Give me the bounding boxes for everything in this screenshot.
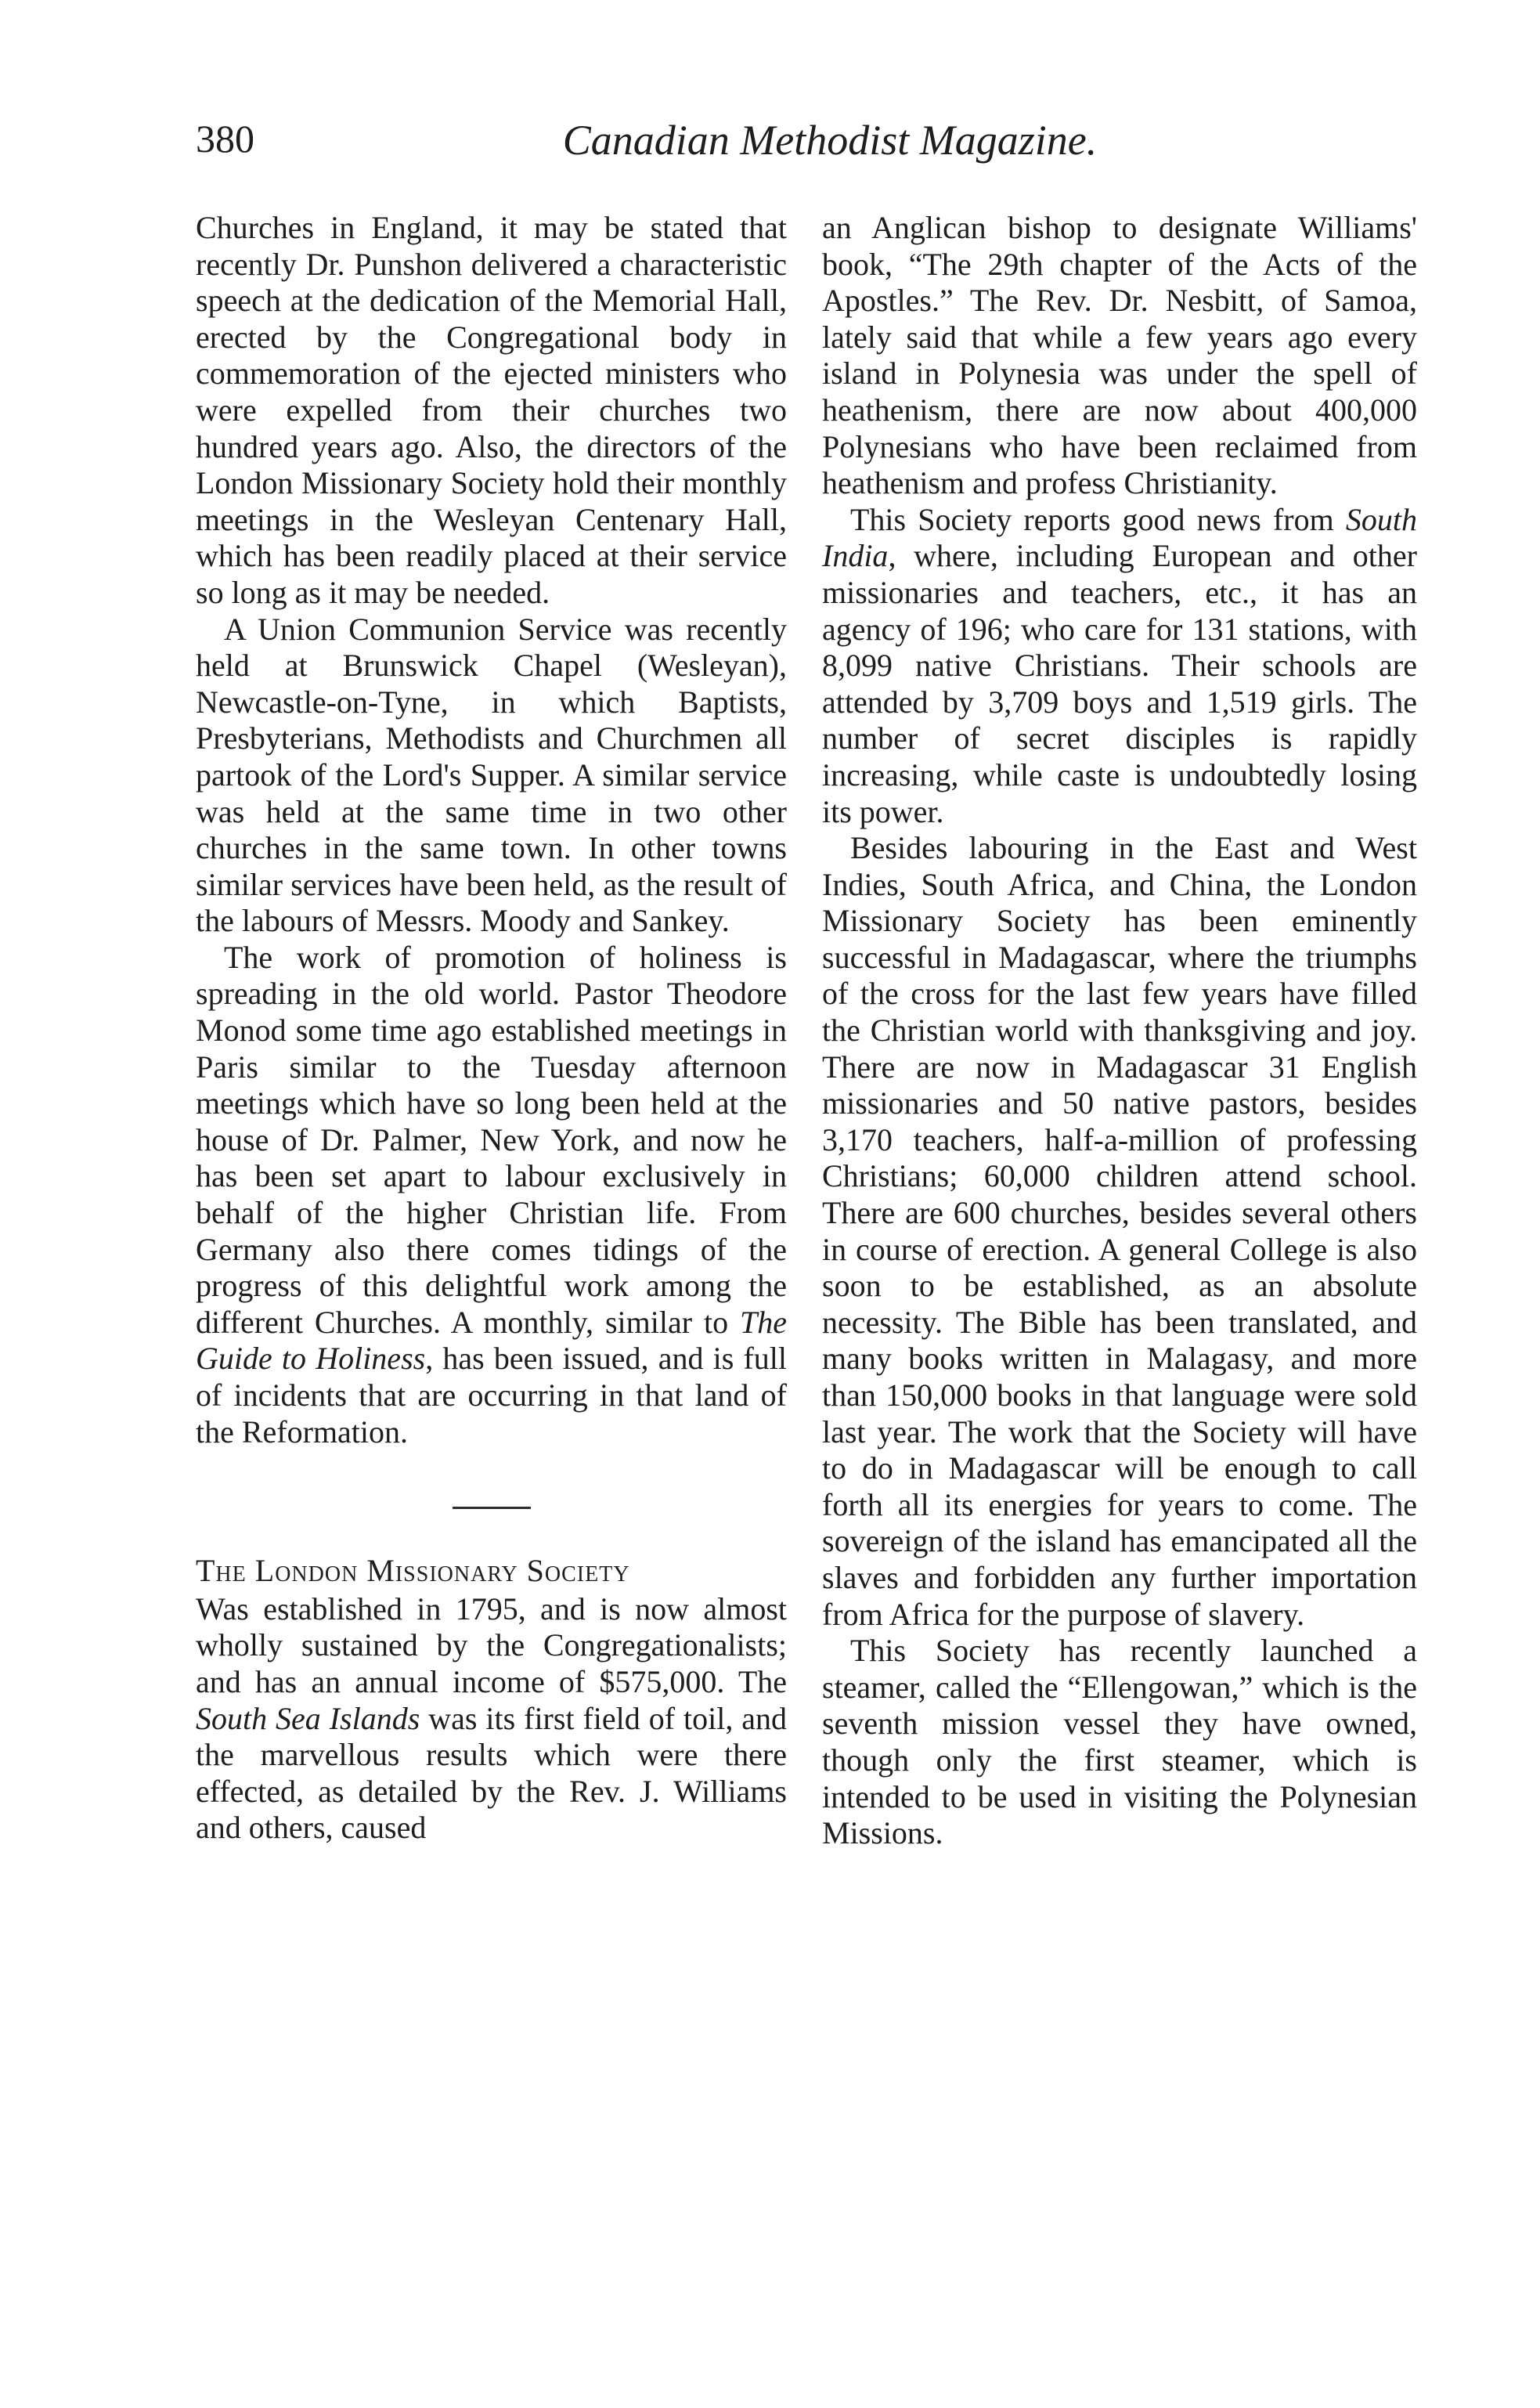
page-number: 380 xyxy=(196,117,254,161)
left-paragraph-3 xyxy=(196,940,787,1450)
left-paragraph-3-text-a: The work of promotion of holiness is spreading in the old world. Pastor Theodore Monod some time ago established meetings in Paris similar to the Tuesday afternoon meetings which have so long been held at the house of Dr. Palmer, New York, and now he has been set apart to labour exclusively in behalf of the higher Christian life. From Germany also there comes tidings of the progress of this delightful work among the different Churches. A monthly, similar to xyxy=(196,939,787,1340)
section-heading: The London Missionary Society xyxy=(196,1553,630,1589)
left-paragraph-3-text-b: , has been issued, and is full of incidents that are occurring in that land of the Reformation. xyxy=(196,1341,787,1449)
left-paragraph-4-text-a: Was established in 1795, and is now almost wholly sustained by the Congregationalists; and has an annual income of $575,000. The xyxy=(196,1590,787,1699)
left-paragraph-4 xyxy=(196,1591,787,1847)
section-divider xyxy=(453,1507,531,1509)
south-india-term: South India xyxy=(822,501,1417,574)
right-column xyxy=(822,210,1417,1852)
right-paragraph-2-text-b: , where, including European and other missionaries and teachers, etc., it has an agency of 196; who care for 131 stations, with 8,099 native Christians. Their schools are attended by 3,709 boys and 1,519 girls. The number of secret disciples is rapidly increasing, while caste is undoubtedly losing its power. xyxy=(822,538,1417,829)
guide-to-holiness-title: The Guide to Holiness xyxy=(196,1304,787,1377)
right-paragraph-3: Besides labouring in the East and West Indies, South Africa, and China, the London Missionary Society has been eminently successful in Madagascar, where the triumphs of the cross for the last few years have filled the Christian world with thanksgiving and joy. There are now in Madagascar 31 English missionaries and 50 native pastors, besides 3,170 teachers, half-a-million of professing Christians; 60,000 children attend school. There are 600 churches, besides several others in course of erection. A general College is also soon to be established, as an absolute necessity. The Bible has been translated, and many books written in Malagasy, and more than 150,000 books in that language were sold last year. The work that the Society will have to do in Madagascar will be enough to call forth all its energies for years to come. The sovereign of the island has emancipated all the slaves and forbidden any further importation from Africa for the purpose of slavery. xyxy=(822,830,1417,1632)
right-paragraph-2 xyxy=(822,502,1417,830)
south-sea-islands-term: South Sea Islands xyxy=(196,1700,420,1736)
left-paragraph-1: Churches in England, it may be stated that recently Dr. Punshon delivered a characteristic speech at the dedication of the Memorial Hall, erected by the Congregational body in commemoration of the ejected ministers who were expelled from their churches two hundred years ago. Also, the directors of the London Missionary Society hold their monthly meetings in the Wesleyan Centenary Hall, which has been readily placed at their service so long as it may be needed. xyxy=(196,210,787,610)
left-paragraph-4-text-b: was its first field of toil, and the marvellous results which were there effected, as detailed by the Rev. J. Williams and others, caused xyxy=(196,1700,788,1846)
right-paragraph-2-text-a: This Society reports good news from xyxy=(850,501,1334,537)
right-paragraph-4: This Society has recently launched a steamer, called the “Ellengowan,” which is the seventh mission vessel they have owned, though only the first steamer, which is intended to be used in visiting the Polynesian Missions. xyxy=(822,1633,1417,1851)
running-title: Canadian Methodist Magazine. xyxy=(562,117,1098,164)
left-paragraph-2: A Union Communion Service was recently held at Brunswick Chapel (Wesleyan), Newcastle-on-Tyne, in which Baptists, Presbyterians, Methodists and Churchmen all partook of the Lord's Supper. A similar service was held at the same time in two other churches in the same town. In other towns similar services have been held, as the result of the labours of Messrs. Moody and Sankey. xyxy=(196,611,787,939)
left-column xyxy=(196,210,787,1847)
page-header xyxy=(196,116,1417,179)
right-paragraph-1: an Anglican bishop to designate Williams' book, “The 29th chapter of the Acts of the Apostles.” The Rev. Dr. Nesbitt, of Samoa, lately said that while a few years ago every island in Polynesia was under the spell of heathenism, there are now about 400,000 Polynesians who have been reclaimed from heathenism and profess Christianity. xyxy=(822,210,1417,501)
